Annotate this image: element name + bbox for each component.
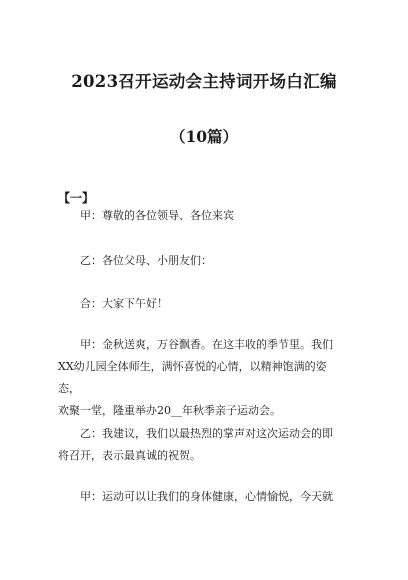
paragraph-line: 甲：运动可以让我们的身体健康，心情愉悦，今天就 — [80, 490, 333, 503]
paragraph-line: 乙：我建议，我们以最热烈的掌声对这次运动会的即 — [80, 427, 333, 440]
document-subtitle: （10篇） — [169, 127, 239, 146]
paragraph-3 — [58, 293, 348, 315]
paragraph-line: 甲：金秋送爽，万谷飘香。在这丰收的季节里。我们 — [80, 338, 333, 351]
paragraph-1 — [58, 205, 348, 227]
paragraph-line: 将召开，表示最真诚的祝贺。 — [58, 449, 201, 462]
section-label: 【一】 — [58, 191, 95, 205]
paragraph-line: 欢聚一堂，隆重举办20__年秋季亲子运动会。 — [58, 404, 281, 417]
document-title: 2023召开运动会主持词开场白汇编 — [71, 72, 337, 91]
paragraph-5 — [58, 423, 348, 467]
paragraph-line: 乙：各位父母、小朋友们： — [80, 254, 212, 267]
paragraph-4 — [58, 334, 348, 422]
paragraph-line: 甲：尊敬的各位领导、各位来宾 — [80, 209, 234, 222]
paragraph-line: XX幼儿园全体师生，满怀喜悦的心情，以精神饱满的姿态， — [58, 360, 327, 395]
paragraph-6 — [58, 486, 348, 508]
paragraph-2 — [58, 250, 348, 272]
paragraph-line: 合：大家下午好！ — [80, 297, 168, 310]
